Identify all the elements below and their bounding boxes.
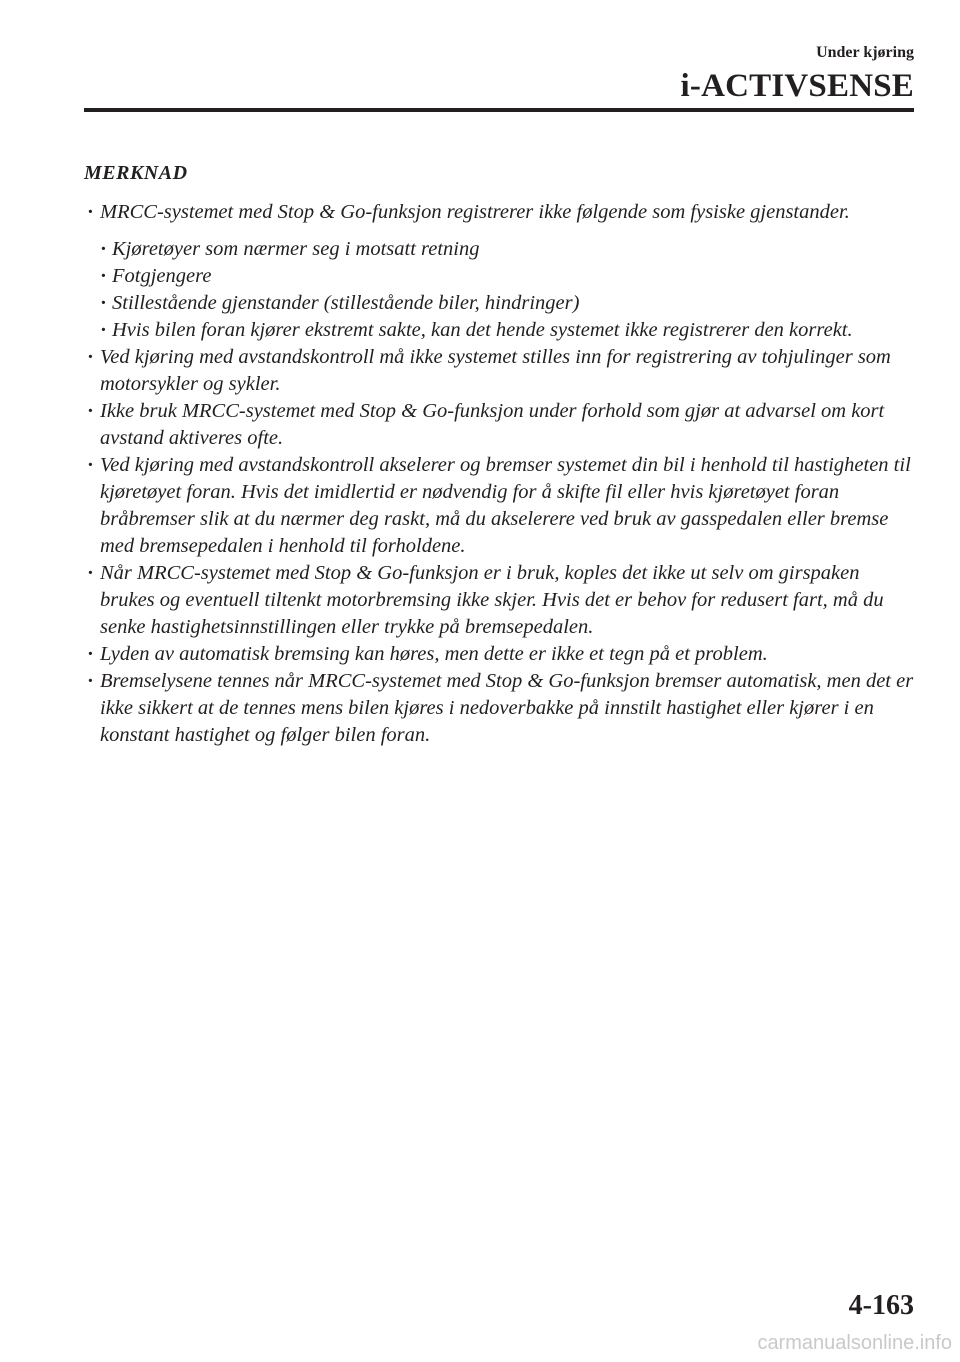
note-sub-item: · Stillestående gjenstander (stillestående biler, hindringer)	[100, 290, 914, 317]
note-bullet-list	[84, 199, 914, 749]
note-sub-item: · Kjøretøyer som nærmer seg i motsatt retning	[100, 236, 914, 263]
note-item	[84, 199, 914, 344]
note-item: · Bremselysene tennes når MRCC-systemet med Stop & Go-funksjon bremser automatisk, men det er ikke sikkert at de tennes mens bilen kjøres i nedoverbakke på innstilt hastighet eller kjører i en konstant hastighet og følger bilen foran.	[84, 668, 914, 749]
header-divider	[84, 108, 914, 112]
note-item: · Når MRCC-systemet med Stop & Go-funksjon er i bruk, koples det ikke ut selv om girspaken brukes og eventuell tiltenkt motorbremsing ikke skjer. Hvis det er behov for redusert fart, må du senke hastighetsinnstillingen eller trykke på bremsepedalen.	[84, 560, 914, 641]
note-sub-item: · Hvis bilen foran kjører ekstremt sakte, kan det hende systemet ikke registrerer den korrekt.	[100, 317, 914, 344]
note-item: · Ved kjøring med avstandskontroll akselerer og bremser systemet din bil i henhold til hastigheten til kjøretøyet foran. Hvis det imidlertid er nødvendig for å skifte fil eller hvis kjøretøyet foran bråbremser slik at du nærmer deg raskt, må du akselerere ved bruk av gasspedalen eller bremse med bremsepedalen i henhold til forholdene.	[84, 452, 914, 560]
note-item: · Ikke bruk MRCC-systemet med Stop & Go-funksjon under forhold som gjør at advarsel om kort avstand aktiveres ofte.	[84, 398, 914, 452]
note-sub-item: · Fotgjengere	[100, 263, 914, 290]
chapter-title: i-ACTIVSENSE	[680, 68, 914, 104]
note-heading: MERKNAD	[84, 162, 188, 184]
note-sub-list	[100, 236, 914, 344]
note-item: · Ved kjøring med avstandskontroll må ikke systemet stilles inn for registrering av tohjulinger som motorsykler og sykler.	[84, 344, 914, 398]
note-item: · Lyden av automatisk bremsing kan høres, men dette er ikke et tegn på et problem.	[84, 641, 914, 668]
page-number: 4-163	[848, 1290, 914, 1321]
page-header	[681, 44, 914, 106]
watermark-text: carmanualsonline.info	[757, 1332, 952, 1354]
note-section	[84, 160, 914, 749]
note-item-text: MRCC-systemet med Stop & Go-funksjon registrerer ikke følgende som fysiske gjenstander.	[100, 201, 850, 223]
section-label: Under kjøring	[816, 44, 914, 61]
